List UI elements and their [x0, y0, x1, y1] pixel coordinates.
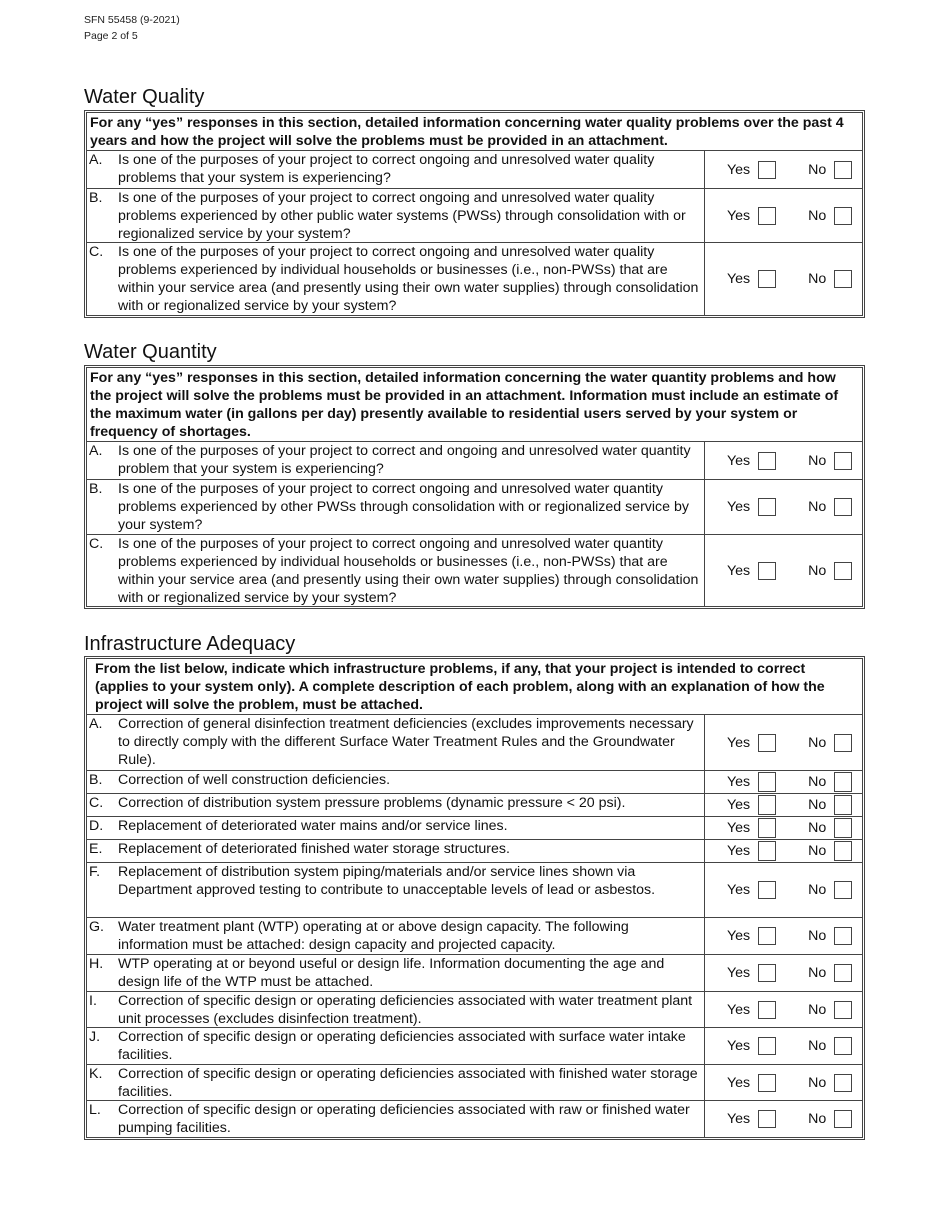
no-label: No	[808, 499, 827, 515]
yes-label: Yes	[727, 820, 751, 836]
question-text: Is one of the purposes of your project to correct ongoing and unresolved water quantity problems experienced by other PWSs through consolidation with or regionalized service by your system?	[118, 481, 689, 533]
question-letter: E.	[89, 841, 103, 857]
no-label: No	[808, 774, 827, 790]
no-checkbox[interactable]	[834, 161, 852, 179]
no-label: No	[808, 562, 827, 579]
water-quality-intro: For any “yes” responses in this section, detailed information concerning water quality problems over the past 4 years and how the project will solve the problems must be provided in an attachment.	[87, 113, 862, 151]
no-checkbox[interactable]	[834, 207, 852, 225]
question-row	[87, 770, 862, 793]
yes-checkbox[interactable]	[758, 841, 776, 861]
question-text: Correction of well construction deficiencies.	[118, 772, 391, 788]
no-checkbox[interactable]	[834, 795, 852, 815]
yes-label: Yes	[727, 161, 751, 178]
question-text: Correction of specific design or operating deficiencies associated with raw or finished water pumping facilities.	[118, 1102, 690, 1136]
question-row	[87, 954, 862, 991]
water-quantity-table	[84, 365, 865, 609]
yes-label: Yes	[727, 734, 751, 751]
question-text: Is one of the purposes of your project to correct ongoing and unresolved water quality problems that your system is experiencing?	[118, 152, 655, 186]
question-letter: G.	[89, 919, 104, 935]
yes-label: Yes	[727, 1038, 751, 1054]
yes-checkbox[interactable]	[758, 207, 776, 225]
yes-checkbox[interactable]	[758, 964, 776, 982]
water-quantity-title: Water Quantity	[84, 341, 217, 363]
question-text: Is one of the purposes of your project to correct and ongoing and unresolved water quantity problem that your system is experiencing?	[118, 443, 691, 477]
question-text: Replacement of deteriorated water mains and/or service lines.	[118, 818, 508, 834]
no-label: No	[808, 1001, 827, 1018]
yes-label: Yes	[727, 882, 751, 898]
no-label: No	[808, 882, 827, 898]
water-quality-title: Water Quality	[84, 86, 205, 108]
question-text: WTP operating at or beyond useful or design life. Information documenting the age and design life of the WTP must be attached.	[118, 956, 665, 990]
yes-label: Yes	[727, 207, 751, 224]
question-text: Is one of the purposes of your project to correct ongoing and unresolved water quality problems experienced by individual households or businesses (i.e., non-PWSs) that are within your service area (and presently using their own water supplies) through consolidation with or regionalized service by your system?	[118, 244, 699, 314]
no-checkbox[interactable]	[834, 734, 852, 752]
form-number: SFN 55458 (9-2021)	[84, 14, 180, 26]
question-row	[87, 151, 862, 188]
question-letter: C.	[89, 536, 104, 552]
no-checkbox[interactable]	[834, 881, 852, 899]
question-row	[87, 479, 862, 534]
question-text: Replacement of distribution system piping/materials and/or service lines shown via Department approved testing to contribute to unacceptable levels of lead or asbestos.	[118, 864, 656, 898]
question-row	[87, 839, 862, 862]
no-label: No	[808, 1038, 827, 1054]
question-letter: B.	[89, 481, 103, 497]
question-row	[87, 1064, 862, 1100]
question-row	[87, 534, 862, 606]
infrastructure-table	[84, 656, 865, 1140]
no-checkbox[interactable]	[834, 1074, 852, 1092]
no-label: No	[808, 797, 827, 813]
no-label: No	[808, 1074, 827, 1091]
question-text: Correction of distribution system pressure problems (dynamic pressure < 20 psi).	[118, 795, 626, 811]
yes-checkbox[interactable]	[758, 270, 776, 288]
question-letter: K.	[89, 1066, 103, 1082]
question-text: Is one of the purposes of your project to correct ongoing and unresolved water quantity problems experienced by individual households or businesses (i.e., non-PWSs) that are within your service area (and presently using their own water supplies) through consolidation with or regionalized service by your system?	[118, 536, 699, 606]
no-checkbox[interactable]	[834, 562, 852, 580]
question-letter: A.	[89, 443, 103, 459]
question-letter: J.	[89, 1029, 101, 1045]
no-checkbox[interactable]	[834, 452, 852, 470]
form-header	[84, 12, 180, 44]
no-label: No	[808, 843, 827, 859]
question-row	[87, 816, 862, 839]
question-row	[87, 862, 862, 917]
no-checkbox[interactable]	[834, 964, 852, 982]
water-quality-table	[84, 110, 865, 318]
no-label: No	[808, 820, 827, 836]
no-checkbox[interactable]	[834, 1037, 852, 1055]
question-letter: C.	[89, 795, 104, 811]
yes-checkbox[interactable]	[758, 881, 776, 899]
yes-label: Yes	[727, 1001, 751, 1018]
no-checkbox[interactable]	[834, 818, 852, 838]
question-letter: F.	[89, 864, 101, 880]
no-label: No	[808, 734, 827, 751]
question-row	[87, 242, 862, 315]
yes-checkbox[interactable]	[758, 1001, 776, 1019]
question-text: Correction of specific design or operating deficiencies associated with water treatment plant unit processes (excludes disinfection treatment).	[118, 993, 693, 1027]
yes-checkbox[interactable]	[758, 927, 776, 945]
yes-checkbox[interactable]	[758, 818, 776, 838]
question-letter: H.	[89, 956, 104, 972]
yes-checkbox[interactable]	[758, 562, 776, 580]
infrastructure-title: Infrastructure Adequacy	[84, 633, 296, 655]
no-checkbox[interactable]	[834, 841, 852, 861]
question-row	[87, 715, 862, 770]
infrastructure-intro: From the list below, indicate which infrastructure problems, if any, that your project is intended to correct (applies to your system only). A complete description of each problem, along with an explanation of how the project will solve the problem, must be attached.	[87, 659, 862, 715]
question-letter: C.	[89, 244, 104, 260]
question-letter: L.	[89, 1102, 101, 1118]
yes-label: Yes	[727, 843, 751, 859]
question-text: Correction of general disinfection treatment deficiencies (excludes improvements necessary to directly comply with the different Surface Water Treatment Rules and the Groundwater Rule).	[118, 716, 694, 768]
page-number: Page 2 of 5	[84, 30, 138, 42]
yes-label: Yes	[727, 774, 751, 790]
yes-checkbox[interactable]	[758, 1037, 776, 1055]
no-label: No	[808, 965, 827, 981]
yes-label: Yes	[727, 499, 751, 515]
no-checkbox[interactable]	[834, 927, 852, 945]
no-label: No	[808, 207, 827, 224]
yes-checkbox[interactable]	[758, 772, 776, 792]
question-row	[87, 1027, 862, 1064]
question-row	[87, 793, 862, 816]
question-text: Correction of specific design or operating deficiencies associated with surface water intake facilities.	[118, 1029, 686, 1063]
no-checkbox[interactable]	[834, 1001, 852, 1019]
yes-checkbox[interactable]	[758, 452, 776, 470]
no-label: No	[808, 1111, 827, 1127]
yes-label: Yes	[727, 1111, 751, 1127]
question-row	[87, 188, 862, 242]
yes-checkbox[interactable]	[758, 1074, 776, 1092]
yes-checkbox[interactable]	[758, 161, 776, 179]
question-letter: A.	[89, 152, 103, 168]
water-quantity-intro: For any “yes” responses in this section, detailed information concerning the water quantity problems and how the project will solve the problems must be provided in an attachment. Information must include an estimate of the maximum water (in gallons per day) presently available to residential users served by your system or frequency of shortages.	[87, 368, 862, 442]
yes-checkbox[interactable]	[758, 734, 776, 752]
question-letter: B.	[89, 190, 103, 206]
no-label: No	[808, 161, 827, 178]
yes-label: Yes	[727, 562, 751, 579]
question-letter: A.	[89, 716, 103, 732]
yes-label: Yes	[727, 797, 751, 813]
question-text: Replacement of deteriorated finished water storage structures.	[118, 841, 510, 857]
yes-checkbox[interactable]	[758, 1110, 776, 1128]
question-row	[87, 917, 862, 954]
no-label: No	[808, 928, 827, 944]
no-checkbox[interactable]	[834, 1110, 852, 1128]
yes-checkbox[interactable]	[758, 795, 776, 815]
question-letter: D.	[89, 818, 104, 834]
yes-checkbox[interactable]	[758, 498, 776, 516]
no-checkbox[interactable]	[834, 270, 852, 288]
no-label: No	[808, 452, 827, 469]
yes-label: Yes	[727, 271, 751, 287]
no-checkbox[interactable]	[834, 772, 852, 792]
no-label: No	[808, 271, 827, 287]
question-row	[87, 442, 862, 479]
question-letter: I.	[89, 993, 97, 1009]
question-row	[87, 991, 862, 1027]
question-text: Is one of the purposes of your project to correct ongoing and unresolved water quality problems experienced by other public water systems (PWSs) through consolidation with or regionalized service by your system?	[118, 190, 686, 242]
question-text: Water treatment plant (WTP) operating at or above design capacity. The following information must be attached: design capacity and projected capacity.	[118, 919, 629, 953]
question-row	[87, 1100, 862, 1137]
yes-label: Yes	[727, 928, 751, 944]
question-letter: B.	[89, 772, 103, 788]
yes-label: Yes	[727, 965, 751, 981]
question-text: Correction of specific design or operating deficiencies associated with finished water storage facilities.	[118, 1066, 698, 1100]
no-checkbox[interactable]	[834, 498, 852, 516]
yes-label: Yes	[727, 452, 751, 469]
yes-label: Yes	[727, 1074, 751, 1091]
